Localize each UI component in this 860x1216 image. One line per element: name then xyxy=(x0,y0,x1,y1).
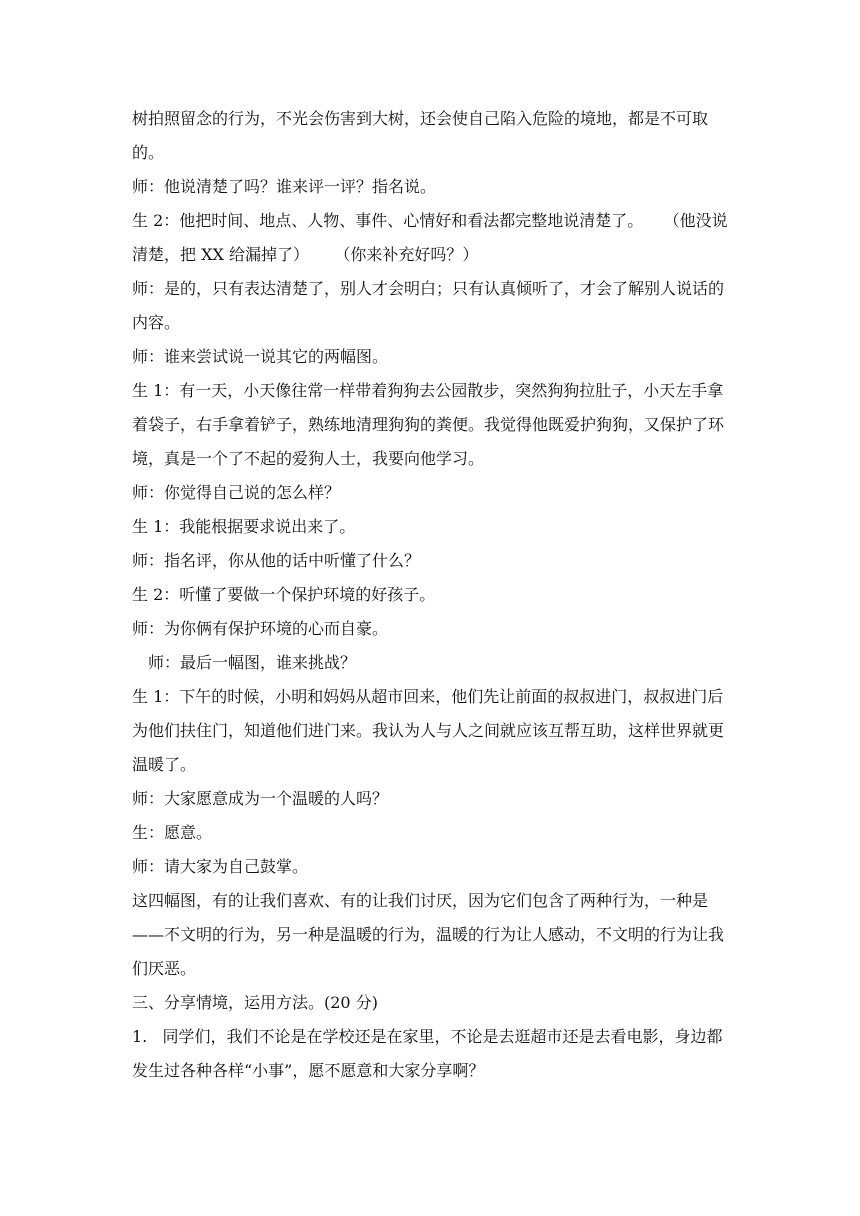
paragraph-summary: 这四幅图，有的让我们喜欢、有的让我们讨厌，因为它们包含了两种行为，一种是——不文明的行为，另一种是温暖的行为，温暖的行为让人感动，不文明的行为让我们厌恶。 xyxy=(132,891,725,978)
paragraph-student-2b: 生 2：听懂了要做一个保护环境的好孩子。 xyxy=(132,585,436,604)
section-heading-3: 三、分享情境，运用方法。(20 分) xyxy=(132,993,378,1012)
paragraph-teacher-3: 师：谁来尝试说一说其它的两幅图。 xyxy=(132,347,389,366)
paragraph-student-1b: 生 1：我能根据要求说出来了。 xyxy=(132,517,356,536)
paragraph-student-1a: 生 1：有一天，小天像往常一样带着狗狗去公园散步，突然狗狗拉肚子，小天左手拿着袋子，右手拿着铲子，熟练地清理狗狗的粪便。我觉得他既爱护狗狗，又保护了环境，真是一个了不起的爱狗人士，我要向他学习。 xyxy=(132,381,725,468)
paragraph-teacher-5: 师：指名评，你从他的话中听懂了什么？ xyxy=(132,551,421,570)
paragraph-teacher-4: 师：你觉得自己说的怎么样？ xyxy=(132,483,341,502)
paragraph-student-2a: 生 2：他把时间、地点、人物、事件、心情好和看法都完整地说清楚了。 （他没说清楚，把 XX 给漏掉了） （你来补充好吗？） xyxy=(132,211,728,264)
paragraph-teacher-6: 师：为你俩有保护环境的心而自豪。 xyxy=(132,619,389,638)
paragraph-teacher-7: 师：最后一幅图，谁来挑战？ xyxy=(148,653,357,672)
paragraph-item-1: 1. 同学们，我们不论是在学校还是在家里，不论是去逛超市还是去看电影，身边都发生过各种各样“小事”，愿不愿意和大家分享啊？ xyxy=(132,1027,723,1080)
paragraph-teacher-9: 师：请大家为自己鼓掌。 xyxy=(132,857,309,876)
paragraph-teacher-2: 师：是的，只有表达清楚了，别人才会明白；只有认真倾听了，才会了解别人说话的内容。 xyxy=(132,279,725,332)
paragraph-teacher-1: 师：他说清楚了吗？谁来评一评？指名说。 xyxy=(132,177,437,196)
paragraph-intro-continuation: 树拍照留念的行为，不光会伤害到大树，还会使自己陷入危险的境地，都是不可取的。 xyxy=(132,109,709,162)
paragraph-students-reply: 生：愿意。 xyxy=(132,823,213,842)
paragraph-student-1c: 生 1：下午的时候，小明和妈妈从超市回来，他们先让前面的叔叔进门，叔叔进门后为他们扶住门，知道他们进门来。我认为人与人之间就应该互帮互助，这样世界就更温暖了。 xyxy=(132,687,725,774)
document-body xyxy=(132,102,732,1088)
paragraph-teacher-8: 师：大家愿意成为一个温暖的人吗？ xyxy=(132,789,389,808)
